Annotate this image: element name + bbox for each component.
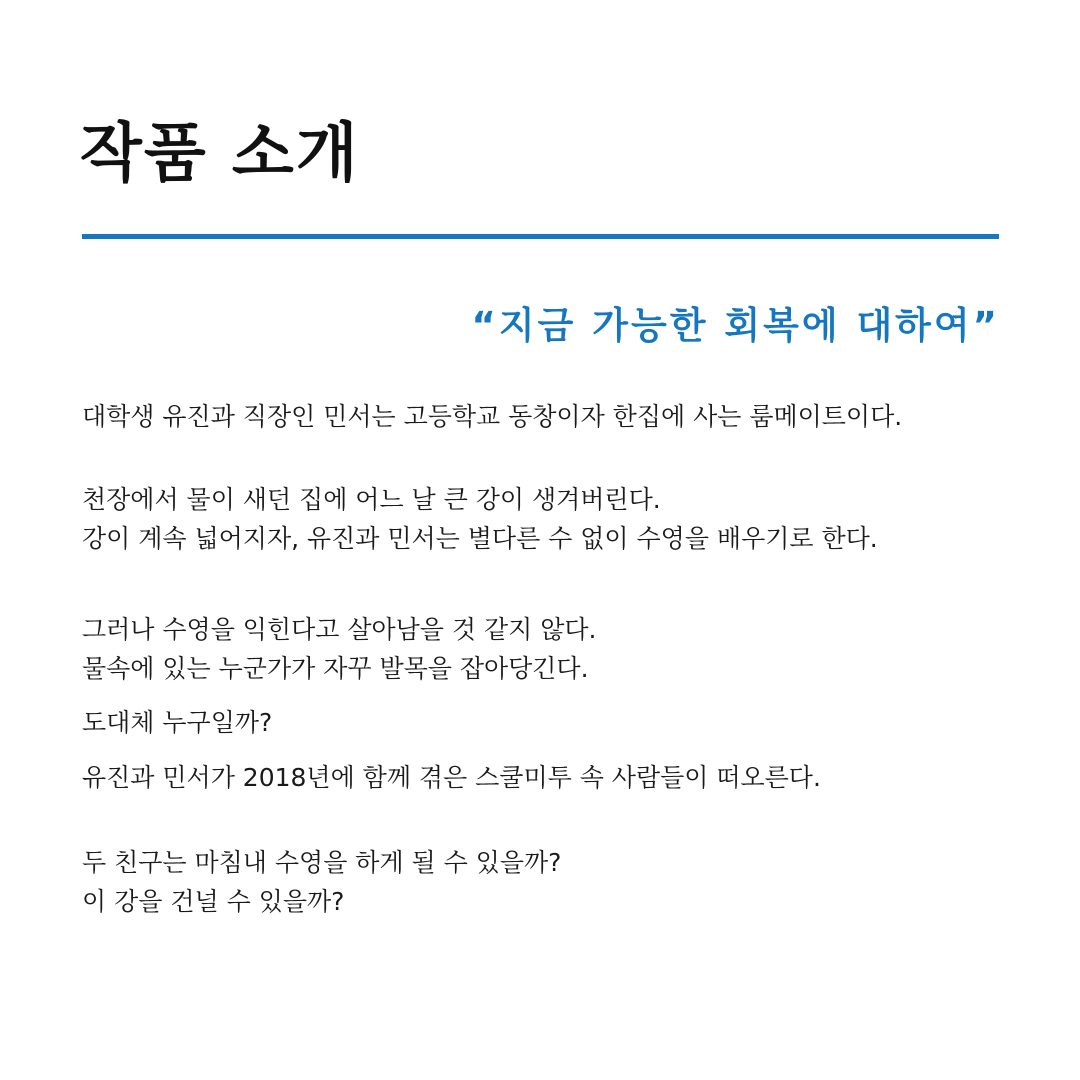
paragraph-line: 물속에 있는 누군가가 자꾸 발목을 잡아당긴다. [82, 654, 589, 683]
paragraph-line: 그러나 수영을 익힌다고 살아남을 것 같지 않다. [82, 615, 597, 644]
paragraph-line: 대학생 유진과 직장인 민서는 고등학교 동창이자 한집에 사는 룸메이트이다. [82, 402, 903, 431]
tagline-quote: “지금 가능한 회복에 대하여” [471, 304, 1000, 347]
swim-paragraph [82, 610, 596, 688]
title-divider [82, 234, 999, 239]
paragraph-line: 두 친구는 마침내 수영을 하게 될 수 있을까? [82, 848, 562, 877]
memory-paragraph [82, 758, 821, 797]
closing-paragraph [82, 843, 561, 921]
paragraph-line: 이 강을 건널 수 있을까? [82, 887, 345, 916]
paragraph-line: 강이 계속 넓어지자, 유진과 민서는 별다른 수 없이 수영을 배우기로 한다. [82, 524, 878, 553]
river-paragraph [82, 480, 878, 558]
question-paragraph [82, 703, 272, 742]
paragraph-line: 천장에서 물이 새던 집에 어느 날 큰 강이 생겨버린다. [82, 485, 661, 514]
intro-paragraph [82, 397, 902, 436]
paragraph-line: 유진과 민서가 2018년에 함께 겪은 스쿨미투 속 사람들이 떠오른다. [82, 763, 821, 792]
paragraph-line: 도대체 누구일까? [82, 708, 273, 737]
page-title: 작품 소개 [80, 117, 360, 191]
